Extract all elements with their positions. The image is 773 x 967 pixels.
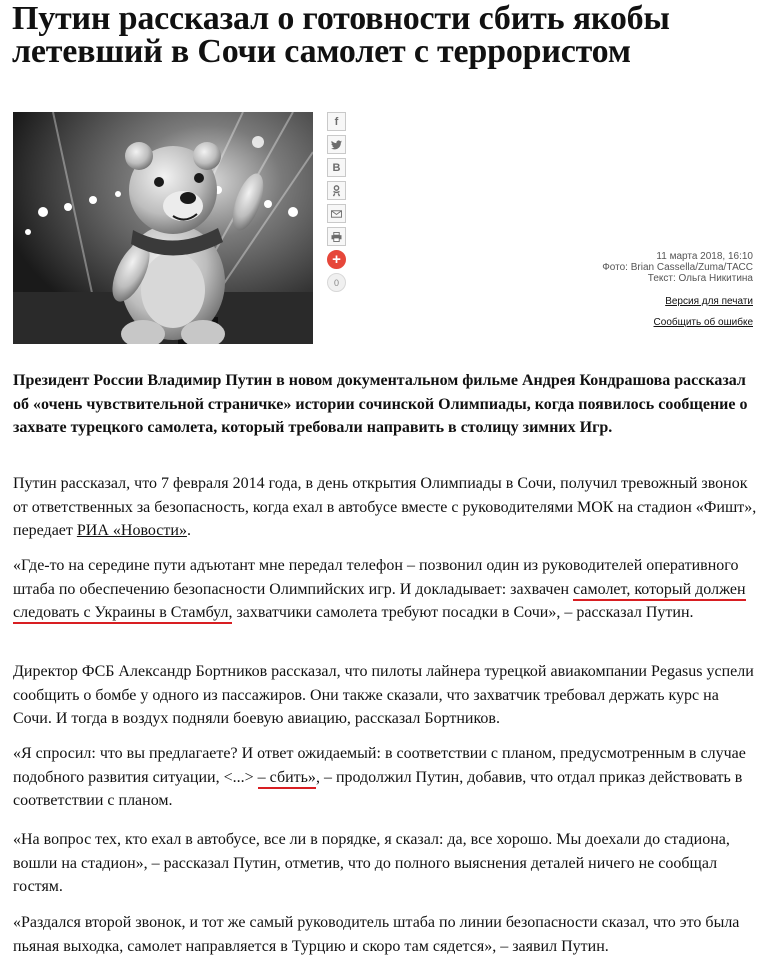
- highlighted-quote-shoot: – сбить»: [258, 769, 316, 789]
- twitter-icon: [331, 140, 342, 150]
- paragraph-6: «Раздался второй звонок, и тот же самый руководитель штаба по линии безопасности сказал, что это была пьяная выходка, самолет направляется в Турцию и скоро там сядется», – заявил Путин.: [13, 914, 740, 955]
- more-share-button[interactable]: [327, 250, 346, 269]
- email-share-button[interactable]: [327, 204, 346, 223]
- article-tools: [654, 296, 753, 338]
- highlighted-quote-plane: самолет, который должен следовать с Украины в Стамбул,: [13, 581, 746, 625]
- article-meta: [602, 251, 753, 284]
- plus-icon: +: [332, 251, 341, 268]
- paragraph-1: [13, 472, 758, 543]
- paragraph-2-end: захватчики самолета требуют посадки в Сочи», – рассказал Путин.: [232, 604, 694, 621]
- paragraph-4-start: «Я спросил: что вы предлагаете? И ответ ожидаемый: в соответствии с планом, предусмотренным в случае подобного развития ситуации, <...>: [13, 745, 746, 786]
- paragraph-2-start: «Где-то на середине пути адъютант мне передал телефон – позвонил один из руководителей оперативного штаба по обеспечению безопасности Олимпийских игр. И докладывает: захвачен: [13, 557, 739, 598]
- article-title: Путин рассказал о готовности сбить якобы летевший в Сочи самолет с террористом: [12, 0, 670, 70]
- report-error-link[interactable]: Сообщить об ошибке: [653, 317, 753, 328]
- article-photo: [13, 112, 313, 344]
- twitter-share-button[interactable]: [327, 135, 346, 154]
- vk-icon: В: [332, 161, 341, 174]
- article-lead: Президент России Владимир Путин в новом документальном фильме Андрея Кондрашова рассказал об «очень чувствительной страничке» истории сочинской Олимпиады, когда появилось сообщение о захвате турецкого самолета, который требовали направить в столицу зимних Игр.: [13, 372, 748, 436]
- paragraph-4-end: , – продолжил Путин, добавив, что отдал приказ действовать в соответствии с планом.: [13, 768, 743, 809]
- photo-credit: Фото: Brian Cassella/Zuma/ТАСС: [602, 262, 753, 273]
- paragraph-2: [13, 554, 758, 625]
- facebook-icon: f: [334, 115, 339, 128]
- share-counter: 0: [327, 273, 346, 292]
- vk-share-button[interactable]: [327, 158, 346, 177]
- paragraph-1-end: .: [186, 522, 191, 539]
- paragraph-5: «На вопрос тех, кто ехал в автобусе, все ли в порядке, я сказал: да, все хорошо. Мы доехали до стадиона, вошли на стадион», – рассказал Путин, отметив, что до полного выяснения деталей ничего не сообщал гостям.: [13, 831, 730, 895]
- email-icon: [331, 210, 342, 218]
- paragraph-3: Директор ФСБ Александр Бортников рассказал, что пилоты лайнера турецкой авиакомпании Pegasus успели сообщить о бомбе у одного из пассажиров. Они также сказали, что захватчик требовал держать курс на Сочи. И тогда в воздух подняли боевую авиацию, рассказал Бортников.: [13, 663, 754, 727]
- odnoklassniki-share-button[interactable]: [327, 181, 346, 200]
- paragraph-1-text: Путин рассказал, что 7 февраля 2014 года, в день открытия Олимпиады в Сочи, получил тревожный звонок от ответственных за безопасность, когда ехал в автобусе вместе с руководителями МОК на стадион «Фишт», передает: [13, 475, 757, 539]
- print-icon: [331, 232, 342, 242]
- article-date: 11 марта 2018, 16:10: [656, 251, 753, 262]
- ria-novosti-link[interactable]: РИА «Новости»: [76, 522, 187, 539]
- text-credit: Текст: Ольга Никитина: [647, 273, 753, 284]
- odnoklassniki-icon: [332, 185, 341, 197]
- paragraph-4: [13, 742, 758, 813]
- facebook-share-button[interactable]: [327, 112, 346, 131]
- print-button[interactable]: [327, 227, 346, 246]
- share-bar: [327, 112, 347, 296]
- print-version-link[interactable]: Версия для печати: [665, 296, 753, 307]
